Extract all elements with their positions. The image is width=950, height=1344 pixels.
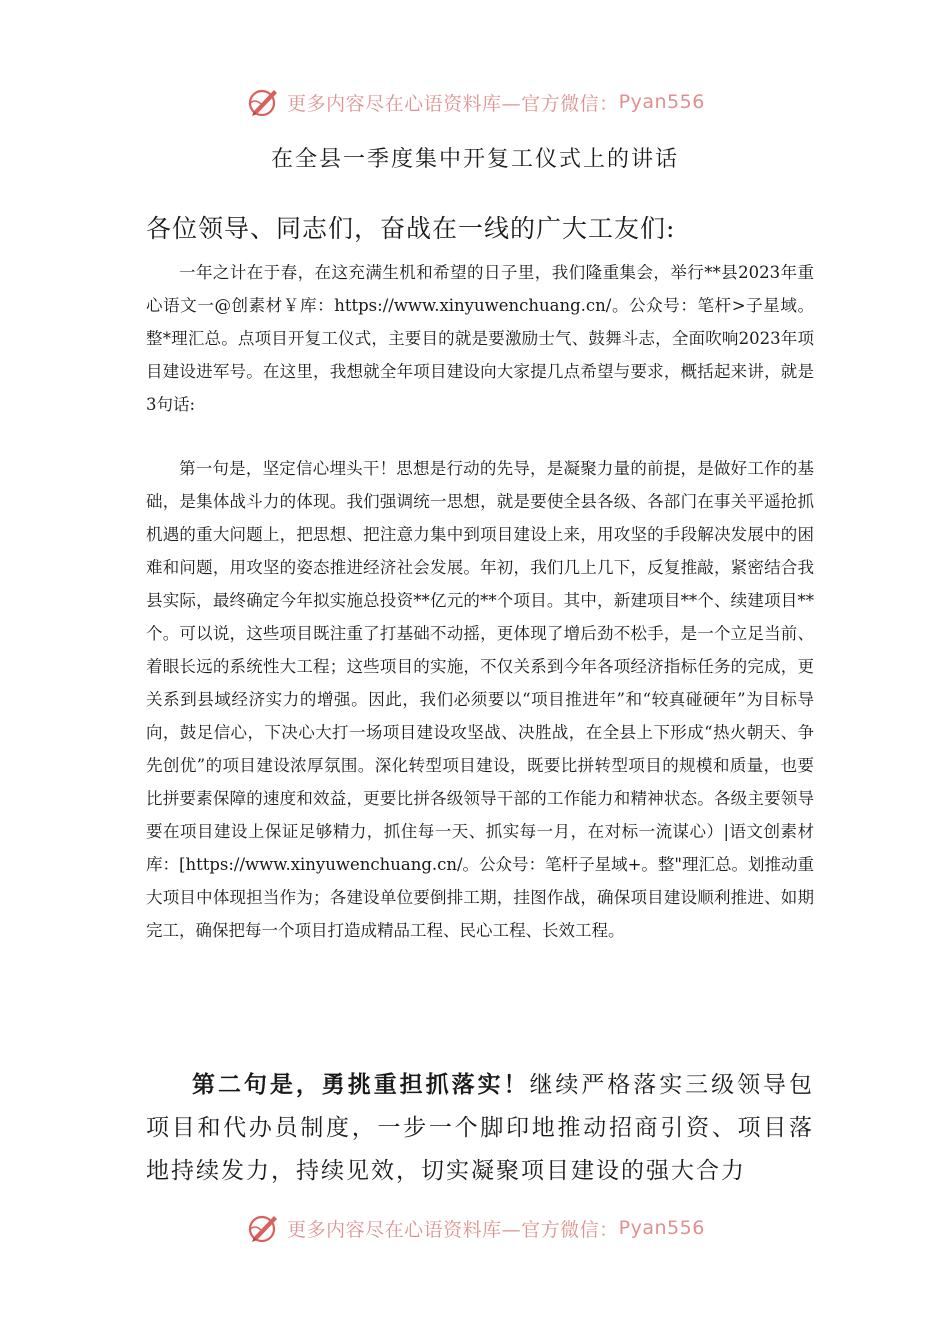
paragraph-3 <box>146 1063 814 1193</box>
footer-banner-text: 更多内容尽在心语资料库—官方微信： <box>287 1218 619 1241</box>
footer-banner <box>0 1208 950 1248</box>
header-banner-wechat: Pyan556 <box>618 91 705 113</box>
document-title: 在全县一季度集中开复工仪式上的讲话 <box>270 147 679 172</box>
paragraph-1: 一年之计在于春，在这充满生机和希望的日子里，我们隆重集会，举行**县2023年重心语文一@创素材￥库：https://www.xinyuwenchuang.cn/。公众号：笔杆>子星域。整*理汇总。点项目开复工仪式，主要目的就是要激励士气、鼓舞斗志，全面吹响2023年项目建设进军号。在这里，我想就全年项目建设向大家提几点希望与要求，概括起来讲，就是3句话: <box>146 263 814 414</box>
pen-circle-logo-icon <box>245 1210 281 1246</box>
header-banner-text: 更多内容尽在心语资料库—官方微信： <box>287 92 619 115</box>
pen-circle-logo-icon <box>245 84 281 120</box>
paragraph-2: 第一句是，坚定信心埋头干！思想是行动的先导，是凝聚力量的前提，是做好工作的基础，是集体战斗力的体现。我们强调统一思想，就是要使全县各级、各部门在事关平遥抢抓机遇的重大问题上，把思想、把注意力集中到项目建设上来，用攻坚的手段解决发展中的困难和问题，用攻坚的姿态推进经济社会发展。年初，我们几上几下，反复推敲，紧密结合我县实际，最终确定今年拟实施总投资**亿元的**个项目。其中，新建项目**个、续建项目**个。可以说，这些项目既注重了打基础不动摇，更体现了增后劲不松手，是一个立足当前、着眼长远的系统性大工程；这些项目的实施，不仅关系到今年各项经济指标任务的完成，更关系到县域经济实力的增强。因此，我们必须要以“项目推进年”和“较真碰硬年”为目标导向，鼓足信心，下决心大打一场项目建设攻坚战、决胜战，在全县上下形成“热火朝天、争先创优”的项目建设浓厚氛围。深化转型项目建设，既要比拼转型项目的规模和质量，也要比拼要素保障的速度和效益，更要比拼各级领导干部的工作能力和精神状态。各级主要领导要在项目建设上保证足够精力，抓住每一天、抓实每一月，在对标一流谋心）|语文创素材库：[https://www.xinyuwenchuang.cn/。公众号：笔杆子星域+。整"理汇总。划推动重大项目中体现担当作为；各建设单位要倒排工期，挂图作战，确保项目建设顺利推进、如期完工，确保把每一个项目打造成精品工程、民心工程、长效工程。 <box>146 459 814 940</box>
salutation: 各位领导、同志们，奋战在一线的广大工友们: <box>146 214 676 243</box>
header-banner <box>0 82 950 122</box>
paragraph-3-body: 继续严格落实三级领导包项目和代办员制度，一步一个脚印地推动招商引资、项目落地持续发力，持续见效，切实凝聚项目建设的强大合力 <box>146 1072 815 1184</box>
paragraph-3-lead: 第二句是，勇挑重担抓落实！ <box>192 1071 530 1098</box>
footer-banner-wechat: Pyan556 <box>618 1217 705 1239</box>
